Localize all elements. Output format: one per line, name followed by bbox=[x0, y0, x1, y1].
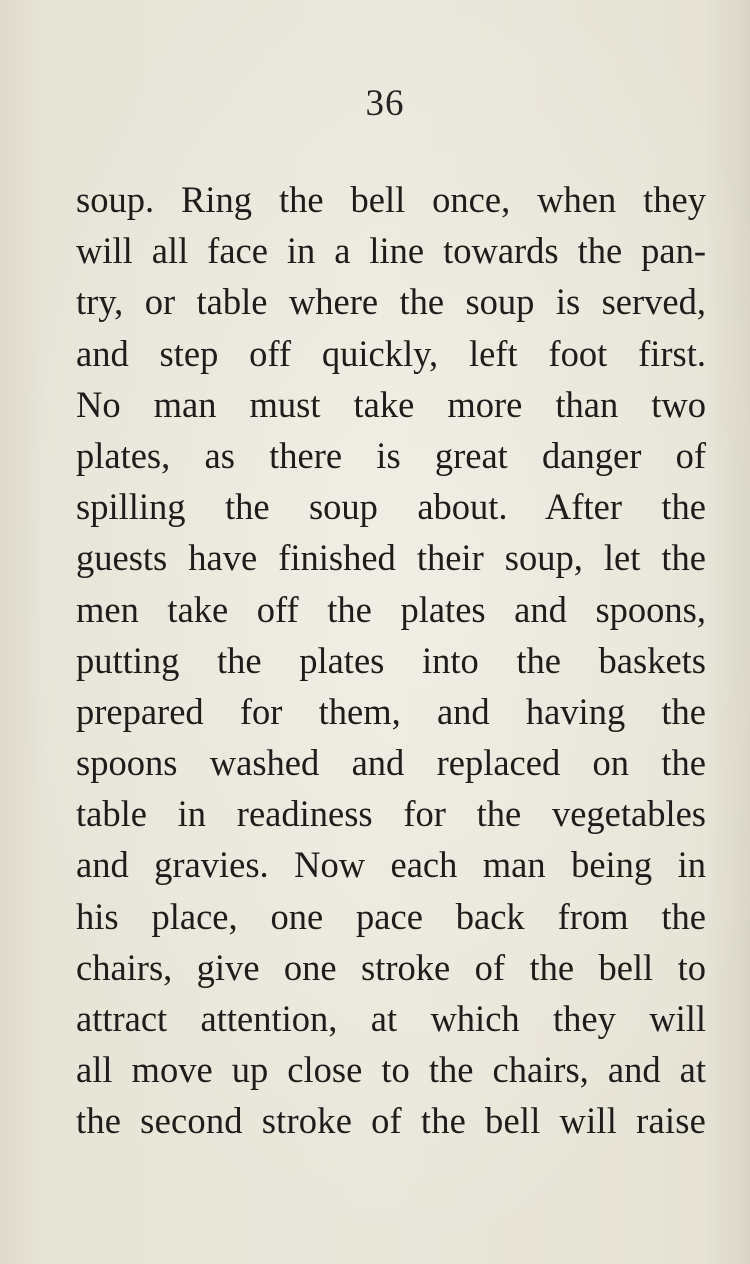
text-line: all move up close to the chairs, and at bbox=[76, 1049, 706, 1091]
text-line: guests have finished their soup, let the bbox=[76, 537, 706, 579]
text-line: chairs, give one stroke of the bell to bbox=[76, 946, 706, 988]
text-line: the second stroke of the bell will raise bbox=[76, 1100, 706, 1142]
text-line: will all face in a line towards the pan- bbox=[76, 230, 706, 272]
text-line: spilling the soup about. After the bbox=[76, 486, 706, 528]
text-line: spoons washed and replaced on the bbox=[76, 742, 706, 784]
body-text bbox=[76, 174, 706, 1147]
text-line: and step off quickly, left foot first. bbox=[76, 332, 706, 374]
text-line: prepared for them, and having the bbox=[76, 690, 706, 732]
text-line: table in readiness for the vegetables bbox=[76, 793, 706, 835]
text-line: putting the plates into the baskets bbox=[76, 639, 706, 681]
text-line: No man must take more than two bbox=[76, 383, 706, 425]
text-line: soup. Ring the bell once, when they bbox=[76, 179, 706, 220]
text-line: plates, as there is great danger of bbox=[76, 434, 706, 476]
text-line: his place, one pace back from the bbox=[76, 895, 706, 937]
page-number: 36 bbox=[365, 83, 405, 124]
text-line: men take off the plates and spoons, bbox=[76, 588, 706, 630]
text-line: try, or table where the soup is served, bbox=[76, 281, 706, 323]
text-line: and gravies. Now each man being in bbox=[76, 844, 706, 886]
text-line: attract attention, at which they will bbox=[76, 998, 706, 1039]
